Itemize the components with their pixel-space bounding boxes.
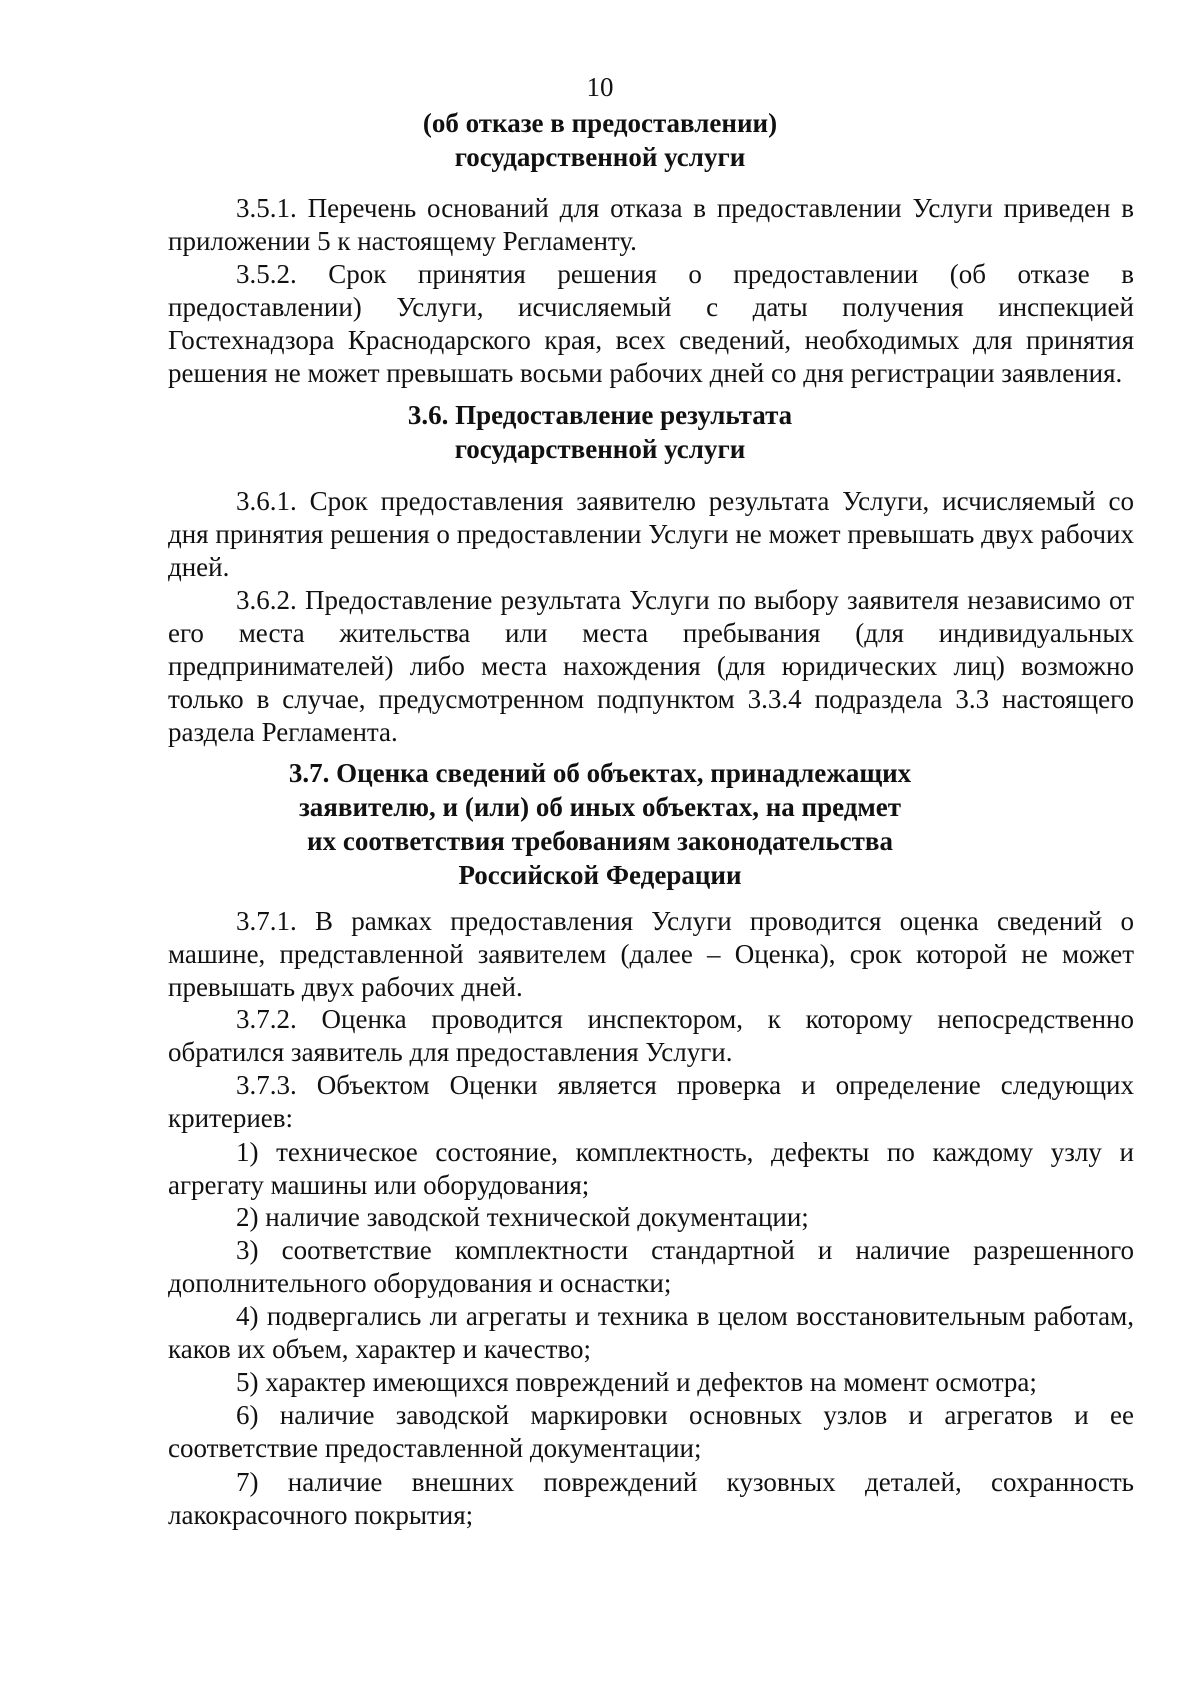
paragraph-3-6-2: 3.6.2. Предоставление результата Услуги по выбору заявителя независимо от его места жительства или места пребывания (для индивидуальных предпринимателей) либо места нахождения (для юридических лиц) возможно только в случае, предусмотренном подпунктом 3.3.4 подраздела 3.3 настоящего раздела Регламента.	[168, 585, 1134, 747]
heading-line: их соответствия требованиям законодательства	[307, 826, 893, 856]
paragraph-3-6-1: 3.6.1. Срок предоставления заявителю результата Услуги, исчисляемый со дня принятия решения о предоставлении Услуги не может превышать двух рабочих дней.	[168, 486, 1134, 582]
paragraph-3-7-2: 3.7.2. Оценка проводится инспектором, к которому непосредственно обратился заявитель для предоставления Услуги.	[168, 1004, 1134, 1067]
criteria-item-7: 7) наличие внешних повреждений кузовных деталей, сохранность лакокрасочного покрытия;	[168, 1467, 1134, 1530]
criteria-item-6: 6) наличие заводской маркировки основных узлов и агрегатов и ее соответствие предоставленной документации;	[168, 1400, 1134, 1463]
paragraph-3-5-2: 3.5.2. Срок принятия решения о предоставлении (об отказе в предоставлении) Услуги, исчисляемый с даты получения инспекцией Гостехнадзора Краснодарского края, всех сведений, необходимых для принятия решения не может превышать восьми рабочих дней со дня регистрации заявления.	[168, 259, 1134, 388]
heading-line: заявителю, и (или) об иных объектах, на предмет	[298, 792, 902, 822]
paragraph-3-5-1: 3.5.1. Перечень оснований для отказа в предоставлении Услуги приведен в приложении 5 к настоящему Регламенту.	[168, 193, 1134, 256]
criteria-item-5: 5) характер имеющихся повреждений и дефектов на момент осмотра;	[236, 1367, 1037, 1397]
page-number: 10	[586, 72, 614, 102]
heading-line: государственной услуги	[454, 434, 746, 464]
criteria-item-1: 1) техническое состояние, комплектность, дефекты по каждому узлу и агрегату машины или оборудования;	[168, 1137, 1134, 1200]
section-heading-3-7	[0, 756, 1200, 892]
heading-line: государственной услуги	[454, 142, 746, 172]
heading-line: 3.7. Оценка сведений об объектах, принадлежащих	[288, 758, 912, 788]
heading-line: Российской Федерации	[458, 860, 742, 890]
paragraph-3-7-1: 3.7.1. В рамках предоставления Услуги проводится оценка сведений о машине, представленной заявителем (далее – Оценка), срок которой не может превышать двух рабочих дней.	[168, 906, 1134, 1002]
section-heading-3-6	[0, 398, 1200, 466]
criteria-item-2: 2) наличие заводской технической документации;	[236, 1202, 809, 1232]
criteria-item-4: 4) подвергались ли агрегаты и техника в целом восстановительным работам, каков их объем, характер и качество;	[168, 1301, 1134, 1364]
heading-line: (об отказе в предоставлении)	[422, 108, 778, 138]
paragraph-3-7-3: 3.7.3. Объектом Оценки является проверка и определение следующих критериев:	[168, 1070, 1134, 1133]
section-heading-refusal	[0, 106, 1200, 174]
criteria-item-3: 3) соответствие комплектности стандартной и наличие разрешенного дополнительного оборудования и оснастки;	[168, 1235, 1134, 1298]
heading-line: 3.6. Предоставление результата	[407, 400, 793, 430]
